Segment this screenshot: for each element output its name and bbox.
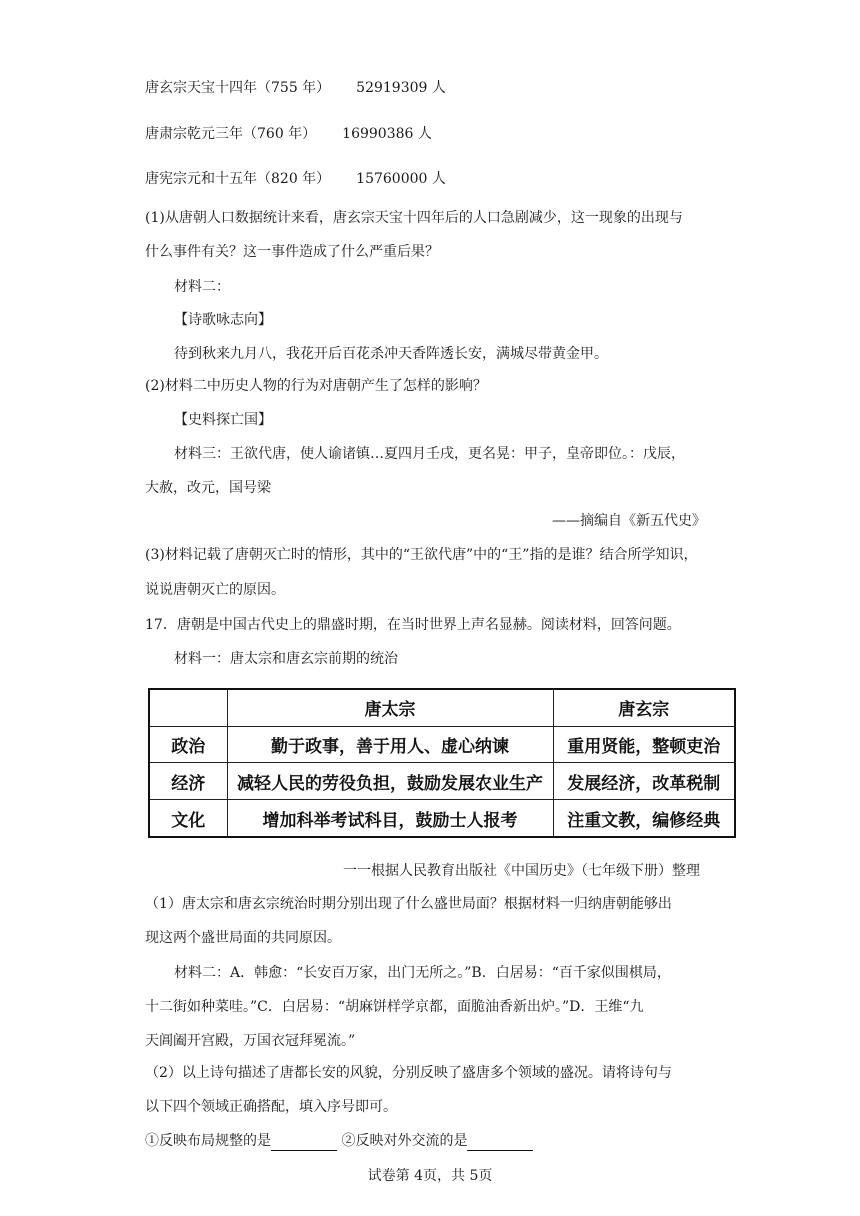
material-3-text: 材料三：王欲代唐，使人谕诸镇…夏四月壬戌，更名晃：甲子，皇帝即位。：戊辰， [174,446,685,462]
population-era: 唐玄宗天宝十四年（755 年） [145,80,331,96]
question-17-text: 17．唐朝是中国古代史上的鼎盛时期，在当时世界上声名显赫。阅读材料，回答问题。 [145,617,681,633]
question-1-text-cont: 什么事件有关？这一事件造成了什么严重后果？ [145,244,439,260]
table-cell: 经济 [149,763,227,800]
population-era: 唐宪宗元和十五年（820 年） [145,171,331,187]
question-17-1-text-cont: 现这两个盛世局面的共同原因。 [145,930,341,946]
question-1-text: (1)从唐朝人口数据统计来看，唐玄宗天宝十四年后的人口急剧减少，这一现象的出现与 [145,210,683,226]
fill-label-layout: ①反映布局规整的是 [145,1133,271,1149]
question-3-text-cont: 说说唐朝灭亡的原因。 [145,582,285,598]
table-source: 一一根据人民教育出版社《中国历史》（七年级下册）整理 [343,863,700,879]
poem-heading: 【诗歌咏志向】 [174,312,272,328]
material-3-text-cont: 大赦，改元，国号梁 [145,480,271,496]
question-17-1-text: （1）唐太宗和唐玄宗统治时期分别出现了什么盛世局面？根据材料一归纳唐朝能够出 [145,896,672,912]
answer-blank-exchange[interactable] [467,1136,533,1151]
table-cell: 勤于政事，善于用人、虚心纳谏 [227,726,553,763]
fill-label-exchange: ②反映对外交流的是 [341,1133,468,1149]
question-17-material-2: 材料二：A．韩愈：“长安百万家，出门无所之。”B．白居易：“百千家似围棋局， [174,965,671,981]
population-count: 16990386 人 [342,126,432,142]
population-count: 52919309 人 [356,80,446,96]
population-era: 唐肃宗乾元三年（760 年） [145,126,317,142]
material-3-source: ——摘编自《新五代史》 [552,513,706,529]
population-count: 15760000 人 [356,171,446,187]
table-row [149,800,735,837]
rulers-table [148,688,736,838]
table-header-row [149,689,735,726]
table-cell: 增加科举考试科目，鼓励士人报考 [227,800,553,837]
question-17-2-text-cont: 以下四个领域正确搭配，填入序号即可。 [145,1099,397,1115]
fill-in-blanks [145,1131,533,1151]
population-row [145,124,432,144]
question-17-material-2-cont: 天阊阖开宫殿，万国衣冠拜冕流。” [145,1033,356,1049]
poem-text: 待到秋来九月八，我花开后百花杀冲天香阵透长安，满城尽带黄金甲。 [174,346,608,362]
material-2-label: 材料二： [174,279,230,295]
table-cell: 文化 [149,800,227,837]
table-row [149,763,735,800]
table-cell: 重用贤能，整顿吏治 [553,726,735,763]
history-heading: 【史料探亡国】 [174,412,272,428]
question-2-text: (2)材料二中历史人物的行为对唐朝产生了怎样的影响？ [145,378,487,394]
answer-blank-layout[interactable] [271,1136,337,1151]
question-3-text: (3)材料记载了唐朝灭亡时的情形，其中的“王欲代唐”中的“王”指的是谁？结合所学知识， [145,547,698,563]
question-17-material-1: 材料一：唐太宗和唐玄宗前期的统治 [174,651,398,667]
table-header [149,689,227,726]
table-cell: 注重文教，编修经典 [553,800,735,837]
population-row [145,169,446,189]
table-row [149,726,735,763]
table-header: 唐玄宗 [553,689,735,726]
page-footer: 试卷第 4页，共 5页 [367,1168,493,1184]
question-17-material-2-cont: 十二街如种菜哇。”C．白居易：“胡麻饼样学京都，面脆油香新出炉。”D．王维“九 [145,999,644,1015]
population-row [145,78,446,98]
table-cell: 减轻人民的劳役负担，鼓励发展农业生产 [227,763,553,800]
question-17-2-text: （2）以上诗句描述了唐都长安的风貌，分别反映了盛唐多个领域的盛况。请将诗句与 [145,1065,672,1081]
table-cell: 政治 [149,726,227,763]
table-header: 唐太宗 [227,689,553,726]
table-cell: 发展经济，改革税制 [553,763,735,800]
